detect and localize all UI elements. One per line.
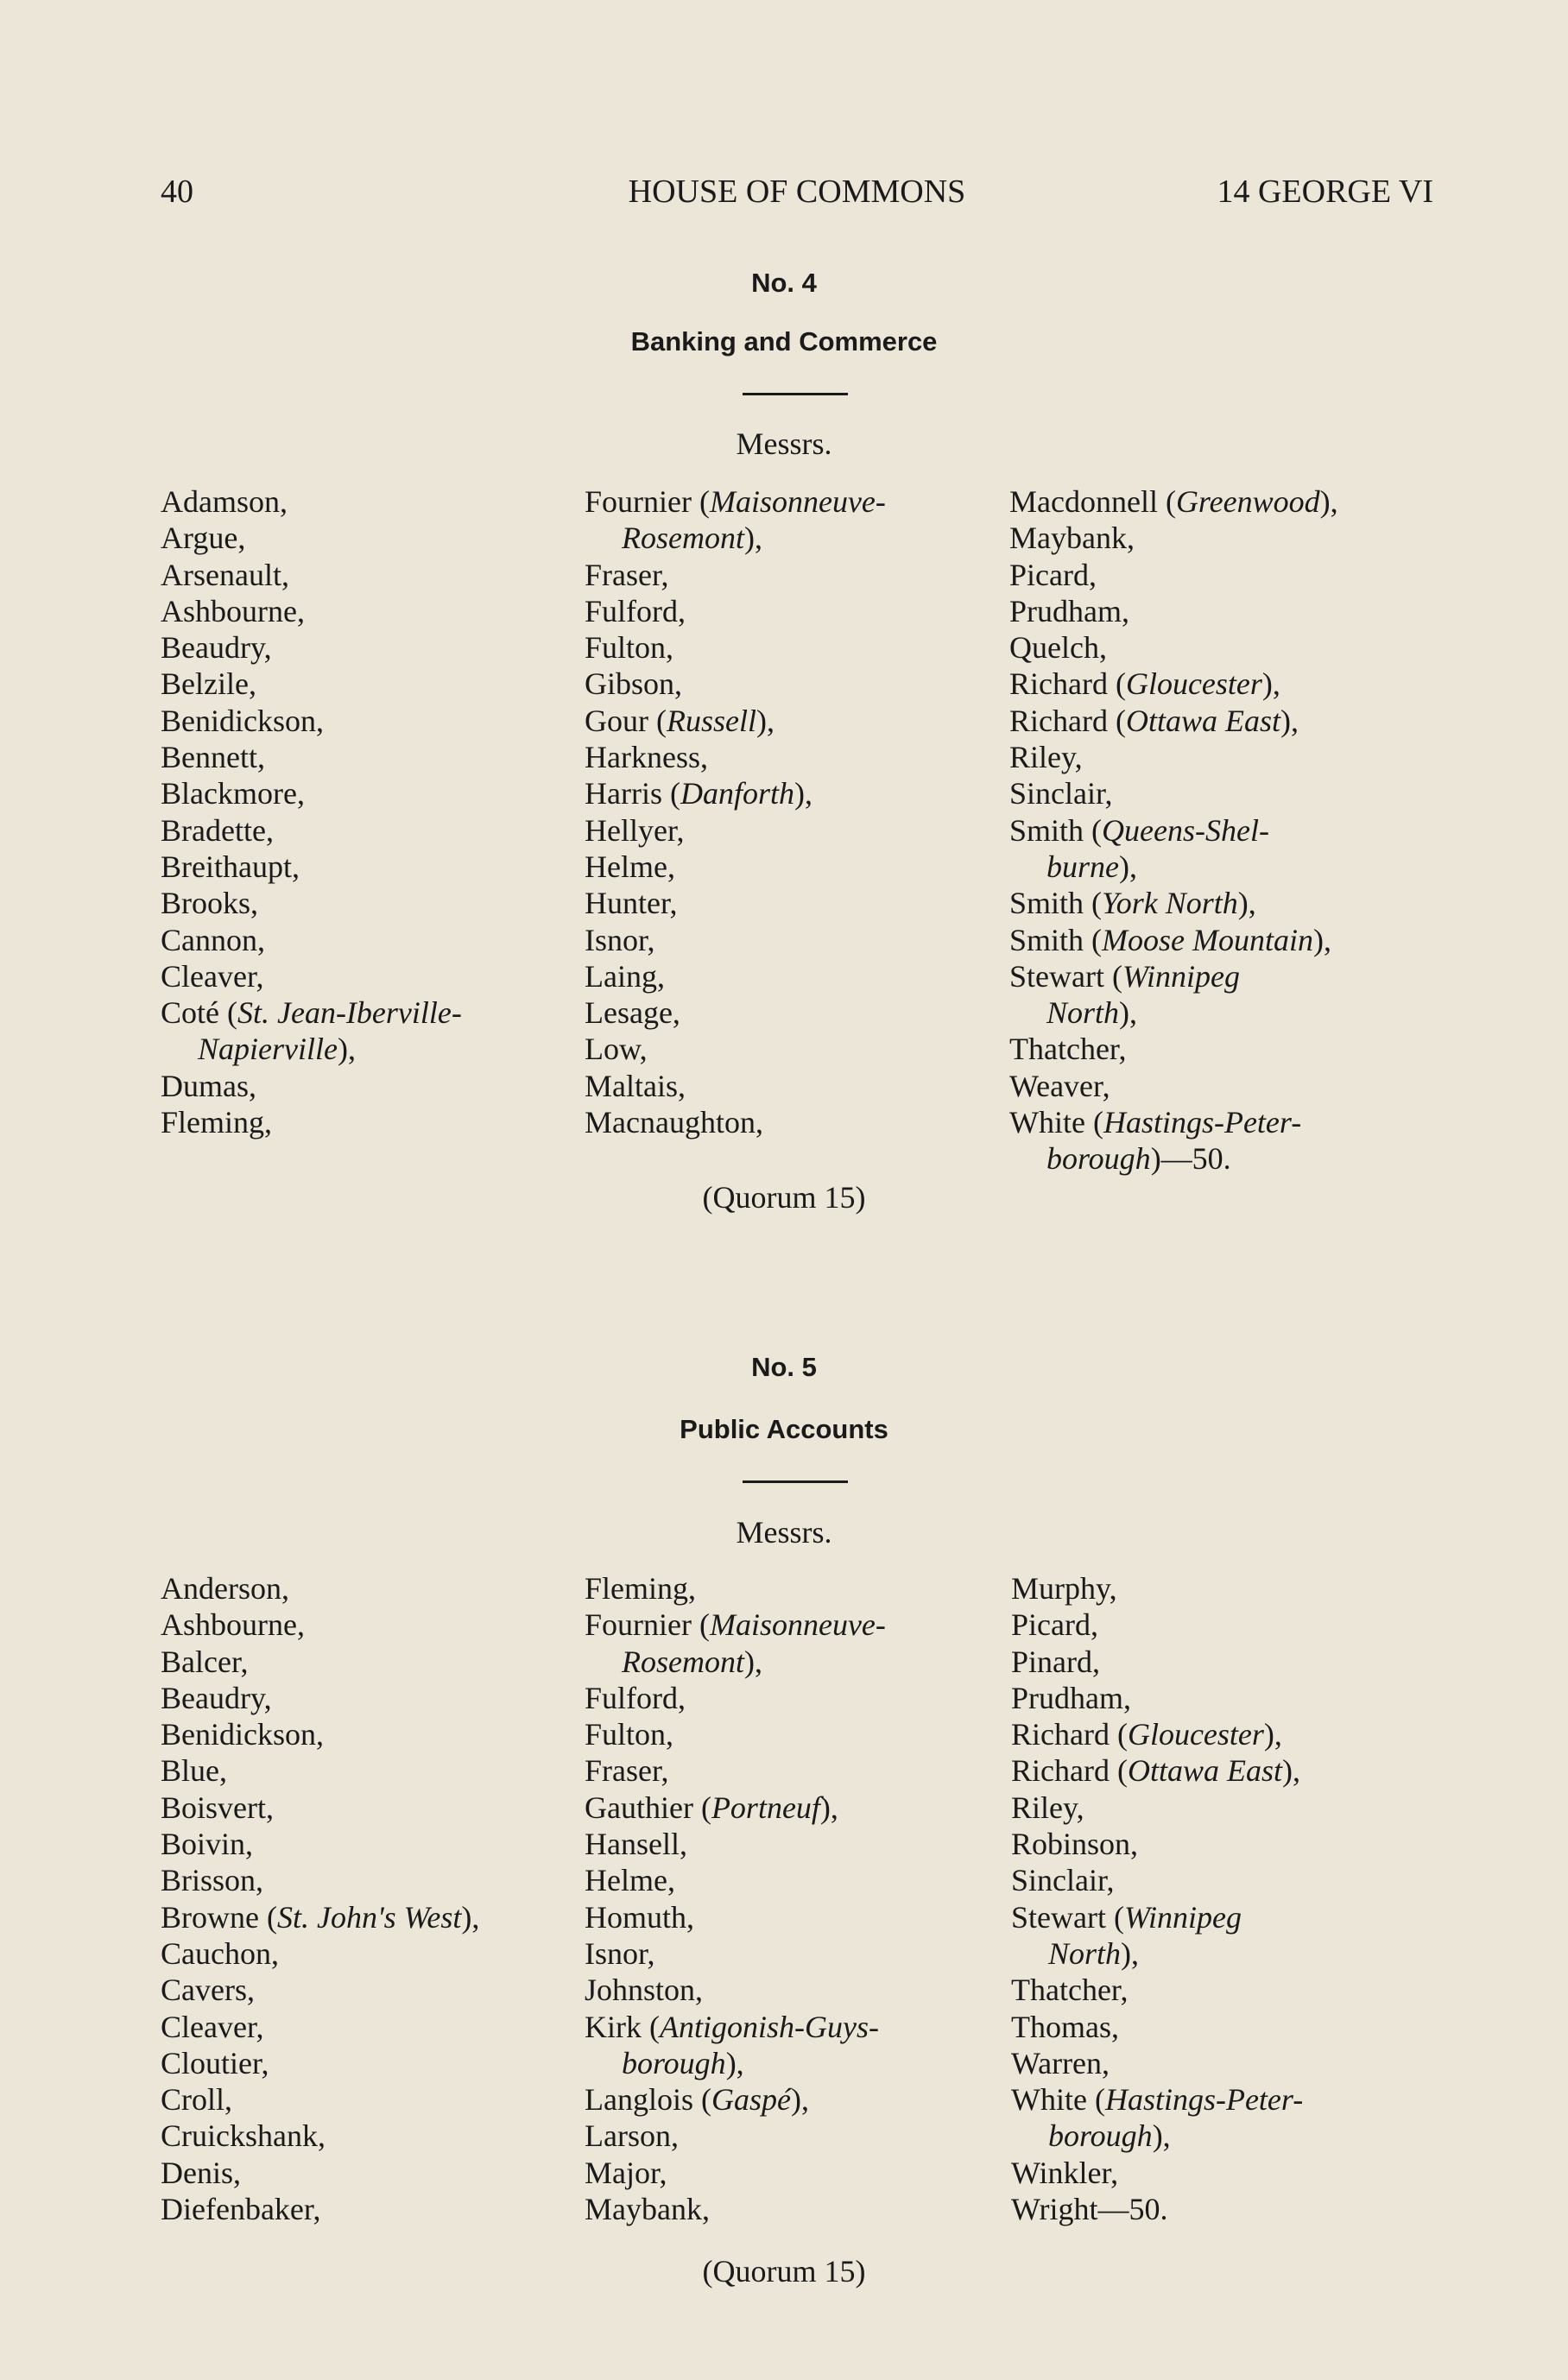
member-name: Belzile, (161, 666, 256, 702)
member-name: Weaver, (1009, 1068, 1110, 1103)
member-name: Johnston, (585, 1973, 704, 2008)
member-name-continuation: burne), (1046, 849, 1137, 884)
member-column-1 (161, 483, 462, 1140)
member-name: Richard (Gloucester), (1009, 666, 1280, 702)
reign-label: 14 GEORGE VI (1217, 174, 1433, 210)
member-name-continuation: borough), (622, 2045, 744, 2080)
member-name: Dumas, (161, 1068, 256, 1103)
member-name-continuation: Rosemont), (622, 1644, 762, 1679)
member-name: Benidickson, (161, 703, 324, 738)
member-name: Fraser, (585, 1753, 669, 1789)
member-name: Murphy, (1011, 1571, 1117, 1606)
member-name: Macnaughton, (585, 1105, 763, 1140)
member-name: Fournier (Maisonneuve- (585, 1607, 886, 1643)
member-name: Picard, (1009, 557, 1097, 592)
member-name: Breithaupt, (161, 849, 300, 884)
member-name: Sinclair, (1011, 1863, 1115, 1898)
member-name: Warren, (1011, 2045, 1110, 2080)
member-name: Harkness, (585, 740, 708, 775)
member-name: Diefenbaker, (161, 2192, 321, 2227)
member-name: Bradette, (161, 812, 274, 848)
member-name-continuation: borough)—50. (1046, 1141, 1231, 1177)
member-name: Kirk (Antigonish-Guys- (585, 2009, 879, 2044)
member-name: Homuth, (585, 1899, 695, 1935)
member-name: Fleming, (161, 1105, 273, 1140)
member-name: Blue, (161, 1753, 227, 1789)
member-name: Fulford, (585, 1680, 686, 1715)
member-name: Sinclair, (1009, 776, 1113, 811)
page-number: 40 (161, 174, 193, 210)
member-column-2 (585, 483, 886, 1140)
member-name: Winkler, (1011, 2155, 1119, 2190)
member-name: Cleaver, (161, 958, 264, 994)
member-name: Gour (Russell), (585, 703, 775, 738)
messrs-label: Messrs. (736, 1515, 832, 1550)
member-name: Hellyer, (585, 812, 685, 848)
member-name: Larson, (585, 2118, 679, 2154)
member-name: Fulton, (585, 630, 674, 666)
member-name-continuation: Napierville), (198, 1032, 356, 1067)
member-name: Hansell, (585, 1827, 687, 1862)
member-name: Fournier (Maisonneuve- (585, 484, 886, 519)
member-name: Smith (York North), (1009, 886, 1256, 921)
member-name: Beaudry, (161, 1680, 272, 1715)
member-name: Langlois (Gaspé), (585, 2082, 809, 2118)
member-name: Wright—50. (1011, 2192, 1168, 2227)
member-name: Balcer, (161, 1644, 249, 1679)
member-name: Prudham, (1011, 1680, 1131, 1715)
member-name: Thomas, (1011, 2009, 1119, 2044)
member-name: Blackmore, (161, 776, 305, 811)
member-name: Croll, (161, 2082, 233, 2118)
member-name: Lesage, (585, 995, 680, 1031)
member-name: Boisvert, (161, 1790, 274, 1825)
member-column-1 (161, 1570, 479, 2227)
member-name: Low, (585, 1032, 648, 1067)
member-name: Helme, (585, 849, 675, 884)
member-name: Prudham, (1009, 593, 1129, 628)
member-name: Harris (Danforth), (585, 776, 812, 811)
member-name: Richard (Ottawa East), (1011, 1753, 1300, 1789)
member-name: Helme, (585, 1863, 675, 1898)
committee-name: Banking and Commerce (630, 326, 938, 357)
member-name: Bennett, (161, 740, 265, 775)
member-name: Denis, (161, 2155, 241, 2190)
member-name: Fraser, (585, 557, 669, 592)
member-name: Maltais, (585, 1068, 686, 1103)
member-name: Benidickson, (161, 1717, 324, 1752)
committee-name: Public Accounts (680, 1414, 888, 1444)
member-name: Beaudry, (161, 630, 272, 666)
member-name: Brisson, (161, 1863, 264, 1898)
member-name: Fleming, (585, 1571, 697, 1606)
member-column-2 (585, 1570, 886, 2227)
member-name: Richard (Gloucester), (1011, 1717, 1282, 1752)
member-name: Richard (Ottawa East), (1009, 703, 1299, 738)
member-name: Brooks, (161, 886, 259, 921)
member-name: Maybank, (1009, 521, 1135, 556)
member-name: Hunter, (585, 886, 678, 921)
member-name: White (Hastings-Peter- (1009, 1105, 1302, 1140)
member-name: Cloutier, (161, 2045, 269, 2080)
member-name: Browne (St. John's West), (161, 1899, 480, 1935)
page-title: HOUSE OF COMMONS (628, 174, 966, 210)
messrs-label: Messrs. (736, 426, 832, 461)
member-name: Gauthier (Portneuf), (585, 1790, 838, 1825)
section-divider (743, 1480, 848, 1483)
member-name: Cauchon, (161, 1935, 279, 1971)
member-name: Isnor, (585, 1935, 655, 1971)
member-name: Stewart (Winnipeg (1011, 1899, 1242, 1935)
member-name: White (Hastings-Peter- (1011, 2082, 1304, 2118)
member-name-continuation: North), (1046, 995, 1138, 1031)
member-name: Thatcher, (1009, 1032, 1127, 1067)
member-name: Picard, (1011, 1607, 1098, 1643)
member-name: Riley, (1011, 1790, 1084, 1825)
member-name: Anderson, (161, 1571, 289, 1606)
member-name: Boivin, (161, 1827, 254, 1862)
member-name: Major, (585, 2155, 667, 2190)
member-name-continuation: borough), (1048, 2118, 1171, 2154)
member-name-continuation: Rosemont), (622, 521, 762, 556)
member-name: Cavers, (161, 1973, 255, 2008)
member-name: Argue, (161, 521, 246, 556)
member-name: Maybank, (585, 2192, 710, 2227)
member-name: Smith (Moose Mountain), (1009, 922, 1331, 957)
member-name: Thatcher, (1011, 1973, 1129, 2008)
member-name: Fulton, (585, 1717, 674, 1752)
quorum-note: (Quorum 15) (702, 2254, 866, 2288)
member-name: Riley, (1009, 740, 1083, 775)
section-divider (743, 393, 848, 395)
member-name: Smith (Queens-Shel- (1009, 812, 1269, 848)
committee-number: No. 5 (751, 1352, 817, 1382)
member-column-3 (1011, 1570, 1303, 2227)
member-name: Coté (St. Jean-Iberville- (161, 995, 462, 1031)
member-name: Cruickshank, (161, 2118, 326, 2154)
quorum-note: (Quorum 15) (702, 1180, 866, 1215)
committee-number: No. 4 (751, 268, 817, 298)
member-name: Laing, (585, 958, 665, 994)
member-name: Fulford, (585, 593, 686, 628)
member-name: Cannon, (161, 922, 265, 957)
member-name: Cleaver, (161, 2009, 264, 2044)
member-name: Gibson, (585, 666, 683, 702)
member-name: Isnor, (585, 922, 655, 957)
member-name: Adamson, (161, 484, 288, 519)
member-name-continuation: North), (1048, 1935, 1140, 1971)
member-name: Pinard, (1011, 1644, 1100, 1679)
member-name: Macdonnell (Greenwood), (1009, 484, 1338, 519)
member-name: Arsenault, (161, 557, 289, 592)
member-name: Quelch, (1009, 630, 1107, 666)
member-name: Robinson, (1011, 1827, 1139, 1862)
member-name: Stewart (Winnipeg (1009, 958, 1240, 994)
member-column-3 (1009, 483, 1338, 1177)
member-name: Ashbourne, (161, 1607, 305, 1643)
member-name: Ashbourne, (161, 593, 305, 628)
